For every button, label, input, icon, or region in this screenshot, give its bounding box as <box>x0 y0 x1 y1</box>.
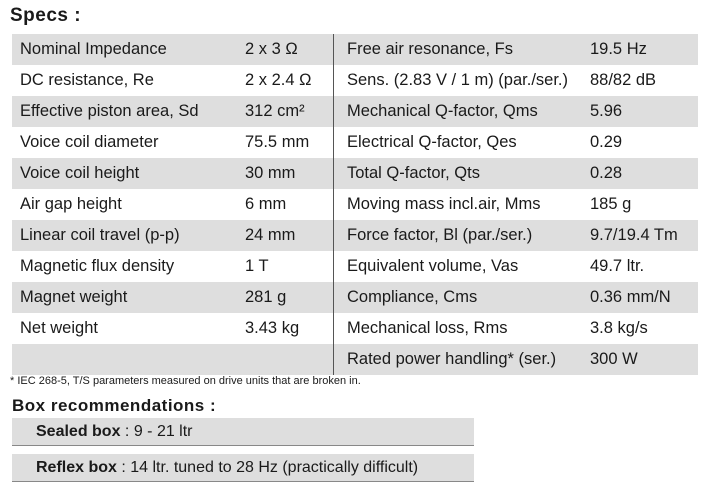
spec-value: 312 cm² <box>245 102 305 120</box>
spec-value: 5.96 <box>590 102 623 120</box>
spec-label: DC resistance, Re <box>20 71 154 89</box>
reflex-box-row <box>12 454 474 482</box>
sealed-box-label: Sealed box <box>36 422 121 440</box>
spec-label: Mechanical Q-factor, Qms <box>347 102 538 120</box>
spec-row <box>12 282 698 313</box>
column-divider <box>333 344 334 375</box>
spec-row <box>12 96 698 127</box>
spec-value: 2 x 2.4 Ω <box>245 71 312 89</box>
spec-row <box>12 65 698 96</box>
spec-value: 185 g <box>590 195 632 213</box>
spec-label: Compliance, Cms <box>347 288 478 306</box>
spec-row <box>12 127 698 158</box>
column-divider <box>333 96 334 127</box>
spec-label: Magnetic flux density <box>20 257 175 275</box>
spec-label: Equivalent volume, Vas <box>347 257 519 275</box>
spec-label: Free air resonance, Fs <box>347 40 513 58</box>
reflex-box-value: : 14 ltr. tuned to 28 Hz (practically difficult) <box>116 458 419 476</box>
spec-value: 88/82 dB <box>590 71 657 89</box>
column-divider <box>333 189 334 220</box>
footnote: * IEC 268-5, T/S parameters measured on drive units that are broken in. <box>10 375 361 387</box>
spec-row <box>12 189 698 220</box>
column-divider <box>333 313 334 344</box>
spec-row <box>12 313 698 344</box>
specs-table <box>12 34 698 375</box>
spec-label: Net weight <box>20 319 98 337</box>
spec-label: Total Q-factor, Qts <box>347 164 480 182</box>
spec-row <box>12 158 698 189</box>
spec-label: Air gap height <box>20 195 122 213</box>
spec-label: Magnet weight <box>20 288 128 306</box>
spec-value: 6 mm <box>245 195 287 213</box>
spec-label: Sens. (2.83 V / 1 m) (par./ser.) <box>347 71 569 89</box>
spec-label: Moving mass incl.air, Mms <box>347 195 541 213</box>
spec-label: Voice coil diameter <box>20 133 159 151</box>
spec-value: 24 mm <box>245 226 296 244</box>
spec-label: Electrical Q-factor, Qes <box>347 133 517 151</box>
column-divider <box>333 65 334 96</box>
spec-label: Rated power handling* (ser.) <box>347 350 557 368</box>
spec-value: 9.7/19.4 Tm <box>590 226 678 244</box>
spec-row <box>12 251 698 282</box>
column-divider <box>333 34 334 65</box>
spec-value: 3.8 kg/s <box>590 319 648 337</box>
spec-row <box>12 344 698 375</box>
spec-label: Nominal Impedance <box>20 40 167 58</box>
spec-value: 0.28 <box>590 164 623 182</box>
spec-value: 0.36 mm/N <box>590 288 671 306</box>
spec-label: Mechanical loss, Rms <box>347 319 508 337</box>
spec-value: 0.29 <box>590 133 623 151</box>
spec-row <box>12 34 698 65</box>
spec-value: 2 x 3 Ω <box>245 40 298 58</box>
spec-value: 281 g <box>245 288 287 306</box>
sealed-box-value: : 9 - 21 ltr <box>120 422 193 440</box>
column-divider <box>333 127 334 158</box>
column-divider <box>333 220 334 251</box>
spec-value: 3.43 kg <box>245 319 300 337</box>
column-divider <box>333 282 334 313</box>
spec-value: 19.5 Hz <box>590 40 647 58</box>
spec-value: 30 mm <box>245 164 296 182</box>
specs-title: Specs : <box>10 5 82 26</box>
spec-label: Linear coil travel (p-p) <box>20 226 180 244</box>
column-divider <box>333 158 334 189</box>
column-divider <box>333 251 334 282</box>
spec-value: 49.7 ltr. <box>590 257 645 275</box>
spec-label: Effective piston area, Sd <box>20 102 199 120</box>
spec-value: 300 W <box>590 350 638 368</box>
spec-value: 75.5 mm <box>245 133 310 151</box>
spec-value: 1 T <box>245 257 269 275</box>
sealed-box-row <box>12 418 474 446</box>
spec-label: Force factor, Bl (par./ser.) <box>347 226 533 244</box>
spec-row <box>12 220 698 251</box>
box-recommendations-title: Box recommendations : <box>12 396 217 415</box>
spec-label: Voice coil height <box>20 164 140 182</box>
reflex-box-label: Reflex box <box>36 458 117 476</box>
